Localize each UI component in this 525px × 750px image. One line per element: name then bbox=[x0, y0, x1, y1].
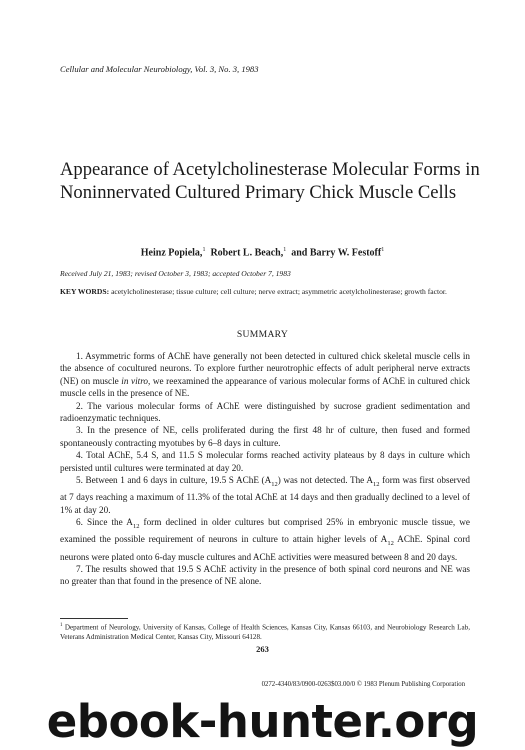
italic-text: in vitro, bbox=[121, 375, 151, 386]
keywords-text: acetylcholinesterase; tissue culture; cell culture; nerve extract; asymmetric acetylcholinesterase; growth factor. bbox=[111, 287, 447, 296]
summary-paragraph-7: 7. The results showed that 19.5 S AChE activity in the presence of both spinal cord neurons and NE was no greater than that found in the presence of NE alone. bbox=[60, 563, 470, 587]
subscript: 12 bbox=[271, 480, 278, 488]
summary-paragraph-4: 4. Total AChE, 5.4 S, and 11.5 S molecular forms reached activity plateaus by 8 days in culture which persisted until cultures were terminated at day 20. bbox=[60, 450, 470, 473]
article-title: Appearance of Acetylcholinesterase Molecular Forms in Noninnervated Cultured Primary Chick Muscle Cells bbox=[60, 159, 480, 203]
summary-body bbox=[60, 350, 470, 588]
summary-heading: SUMMARY bbox=[236, 329, 289, 340]
subscript: 12 bbox=[132, 522, 140, 530]
affiliation-mark: 1 bbox=[283, 247, 287, 253]
summary-paragraph-6 bbox=[60, 516, 470, 563]
summary-paragraph-3: 3. In the presence of NE, cells proliferated during the first 48 hr of culture, then fused and formed spontaneously contracting myotubes by 6–8 days in culture. bbox=[60, 425, 470, 448]
author-name: Robert L. Beach, bbox=[210, 247, 284, 259]
footnote-mark: 1 bbox=[60, 623, 63, 628]
keywords bbox=[60, 287, 468, 297]
footnote-text: Department of Neurology, University of Kansas, College of Health Sciences, Kansas City, Kansas 66103, and Neurobiology Research Lab, Veterans Administration Medical Center, Kansas City, Missouri 64128. bbox=[60, 623, 470, 641]
author-list bbox=[0, 247, 525, 258]
affiliation-mark: 1 bbox=[381, 247, 385, 253]
paragraph-text: form declined in older cultures but comprised 25% in embryonic muscle tissue, we examined the possible requirement of neurons in culture to attain higher levels of A bbox=[60, 517, 470, 545]
paragraph-text: form was first observed at 7 days reaching a maximum of 11.3% of the total AChE at 14 days and then gradually declined to a level of 1% at day 20. bbox=[60, 475, 471, 515]
page-number: 263 bbox=[256, 644, 269, 654]
journal-citation: Cellular and Molecular Neurobiology, Vol. 3, No. 3, 1983 bbox=[60, 64, 259, 74]
keywords-label: KEY WORDS: bbox=[60, 287, 110, 296]
paragraph-text: ) was not detected. The A bbox=[277, 475, 373, 486]
footnote bbox=[60, 621, 470, 642]
subscript: 12 bbox=[387, 540, 394, 548]
affiliation-mark: 1 bbox=[202, 247, 206, 253]
received-dates: Received July 21, 1983; revised October 3, 1983; accepted October 7, 1983 bbox=[60, 269, 291, 278]
footnote-rule bbox=[60, 618, 128, 619]
paragraph-text: 5. Between 1 and 6 days in culture, 19.5 S AChE (A bbox=[76, 475, 272, 486]
summary-paragraph-2: 2. The various molecular forms of AChE were distinguished by sucrose gradient sedimentation and radioenzymatic techniques. bbox=[60, 400, 470, 424]
summary-paragraph-1 bbox=[60, 350, 470, 400]
paragraph-text: AChE. Spinal cord neurons were plated onto 6-day muscle cultures and AChE activities were measured between 8 and 20 days. bbox=[60, 534, 470, 562]
author-name: Heinz Popiela, bbox=[140, 247, 203, 259]
author-name: and Barry W. Festoff bbox=[291, 247, 382, 259]
paragraph-text: we reexamined the appearance of various molecular forms of AChE in cultured chick muscle cells in the presence of NE. bbox=[60, 375, 470, 399]
copyright-line: 0272-4340/83/0900-0263$03.00/0 © 1983 Plenum Publishing Corporation bbox=[261, 681, 465, 688]
paragraph-text: 6. Since the A bbox=[76, 517, 133, 528]
summary-paragraph-5 bbox=[60, 474, 470, 516]
watermark: ebook-hunter.org bbox=[46, 695, 479, 748]
paragraph-text: 1. Asymmetric forms of AChE have generally not been detected in cultured chick skeletal muscle cells in the absence of cocultured neurons. To explore further neurotrophic effects of adult peripheral nerve extracts (NE) on muscle bbox=[60, 351, 470, 386]
subscript: 12 bbox=[372, 480, 380, 488]
